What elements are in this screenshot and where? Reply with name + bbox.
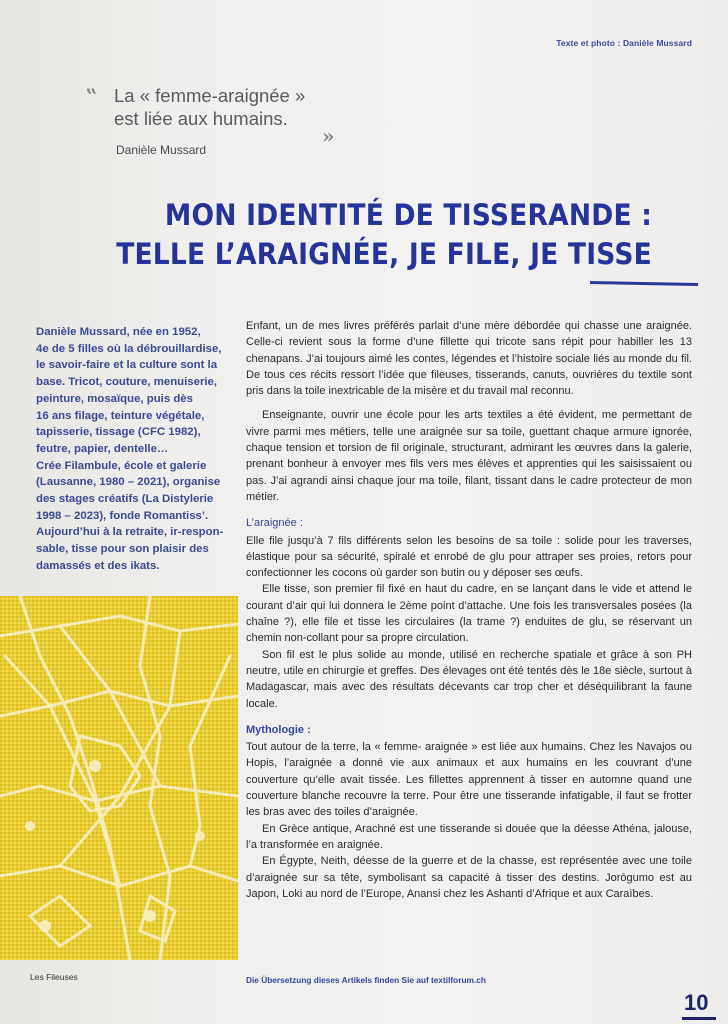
page-number: 10: [684, 990, 709, 1015]
section-heading-mythology: Mythologie :: [246, 723, 311, 736]
bio-line: le savoir-faire et la culture sont la: [36, 359, 218, 372]
bio-line: Aujourd’hui à la retraite, ir-respon-: [36, 526, 224, 539]
bio-line: 16 ans filage, teinture végétale,: [36, 409, 205, 422]
quote-author: Danièle Mussard: [116, 143, 207, 157]
paragraph: En Grèce antique, Arachné est une tisserande si douée que la déesse Athéna, jalouse, l’a transformée en araignée.: [246, 822, 692, 851]
translation-note: Die Übersetzung dieses Artikels finden Sie auf textilforum.ch: [246, 975, 486, 985]
paragraph: Tout autour de la terre, la « femme- araignée » est liée aux humains. Chez les Navajos ou Hopis, l’araignée a donné vie aux animaux et aux humains en les couvrant d’une couverture qu’elle avait tissée. Les fillettes apprennent à tisser en automne quand une couverture blanche recouvre la terre. Pour être une tisserande infatigable, il faut se frotter les bras avec des toiles d’araignée.: [246, 741, 692, 819]
bio-line: peinture, mosaïque, puis dès: [36, 392, 193, 405]
paragraph: Son fil est le plus solide au monde, utilisé en recherche spatiale et grâce à son PH neutre, utile en chirurgie et greffes. Des élevages ont été tentés dès le 18e siècle, surtout à Madagascar, mais avec des résultats décevants car trop cher et déséquilibrant la faune locale.: [246, 648, 692, 710]
title-line-2: TELLE L’ARAIGNÉE, JE FILE, JE TISSE: [116, 237, 652, 271]
bio-line: feutre, papier, dentelle…: [36, 442, 169, 455]
bio-line: 1998 – 2023), fonde Romantiss’.: [36, 509, 209, 522]
photo-credit: Texte et photo : Danièle Mussard: [556, 38, 692, 48]
paragraph: Elle tisse, son premier fil fixé en haut du cadre, en se lançant dans le vide et attend le courant d’air qui lui donnera le 2ème point d’attache. Une fois les transversales posées (la chaîne ?), elle file et tisse les circulaires (la trame ?) enduites de glu, se réservant un chemin non-collant pour sa propre circulation.: [246, 583, 692, 645]
quote-open-mark: ‟: [86, 84, 98, 108]
quote-line-1: La « femme-araignée »: [114, 85, 306, 106]
author-bio: [36, 324, 244, 575]
article-body: [246, 318, 692, 902]
spider-web-weaving-image: [0, 596, 238, 960]
quote-text: [114, 84, 354, 130]
bio-line: Crée Filambule, école et galerie: [36, 459, 207, 472]
quote-close-mark: »: [322, 124, 335, 148]
bio-line: damassés et des ikats.: [36, 559, 160, 572]
weaving-photo: [0, 596, 238, 960]
bio-line: (Lausanne, 1980 – 2021), organise: [36, 476, 221, 489]
paragraph: En Égypte, Neith, déesse de la guerre et de la chasse, est représentée avec une toile d’araignée sur sa tête, symbolisant sa capacité à tisser des destins. Jorōgumo est au Japon, Loki au nord de l’Europe, Anansi chez les Ashanti d’Afrique et aux Caraïbes.: [246, 855, 692, 900]
bio-line: des stages créatifs (La Distylerie: [36, 493, 214, 506]
bio-line: sable, tisse pour son plaisir des: [36, 543, 209, 556]
page-number-underline: [682, 1017, 716, 1020]
bio-line: Danièle Mussard, née en 1952,: [36, 326, 201, 338]
bio-line: tapisserie, tissage (CFC 1982),: [36, 426, 201, 439]
bio-line: 4e de 5 filles où la débrouillardise,: [36, 342, 222, 355]
photo-caption: Les Fileuses: [30, 972, 78, 982]
title-underline: [590, 281, 698, 286]
paragraph: Elle file jusqu’à 7 fils différents selon les besoins de sa toile : solide pour les traverses, élastique pour sa sécurité, spiralé et enrobé de glu pour attraper ses proies, retors pour confectionner les cocons où garder son butin ou y déposer ses œufs.: [246, 534, 692, 580]
paragraph: Enfant, un de mes livres préférés parlait d’une mère débordée qui chasse une araignée. Celle-ci revient sous la forme d’une fillette qui tricote sans répit pour habiller les 13 chenapans. J’ai toujours aimé les contes, légendes et l’histoire sociale liés au monde du fil. De tous ces récits ressort l’idée que fileuses, tisserands, canuts, ouvrières du textile sont pris dans la toile inextricable de la misère et du travail mal reconnu.: [246, 320, 692, 398]
bio-line: base. Tricot, couture, menuiserie,: [36, 376, 218, 389]
section-heading-spider: L’araignée :: [246, 517, 303, 530]
quote-line-2: est liée aux humains.: [114, 108, 288, 129]
title-line-1: MON IDENTITÉ DE TISSERANDE :: [164, 198, 652, 232]
article-title: [65, 196, 652, 274]
paragraph: Enseignante, ouvrir une école pour les arts textiles a été évident, me permettant de vivre parmi mes métiers, telle une araignée sur sa toile, guettant chaque armure ignorée, chaque tension et torsion de fil originale, structurant, admirant les œuvres dans la galerie, prenant bonheur à envoyer mes fils vers mes élèves et apprenties qui les saisissaient ou pas. J’ai agrandi ainsi chaque jour ma toile, filant, tissant dans le cadre protecteur de mon métier.: [246, 409, 692, 503]
